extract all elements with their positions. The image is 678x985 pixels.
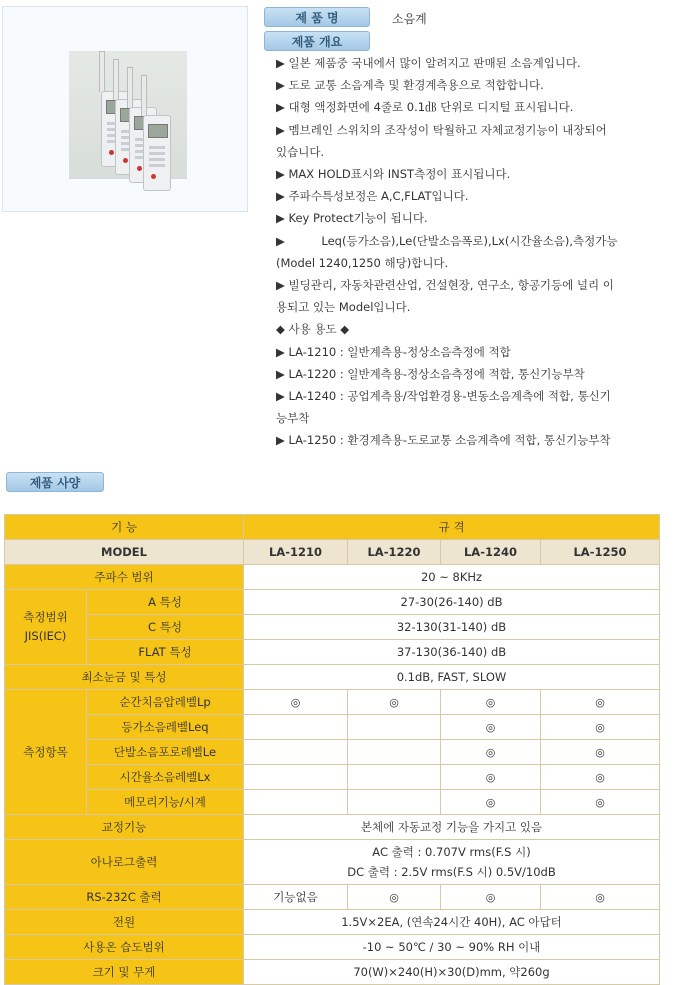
item-label: 순간치음압레벨Lp (87, 690, 244, 715)
spec-section-label: 제품 사양 (6, 472, 104, 492)
frequency-value: 20 ~ 8KHz (244, 565, 660, 590)
power-label: 전원 (5, 910, 244, 935)
description-line: ▶ 주파수특성보정은 A,C,FLAT입니다. (276, 189, 469, 204)
range-a-label: A 특성 (87, 590, 244, 615)
item-mark (348, 790, 441, 815)
table-row-item (5, 790, 660, 815)
model-name: LA-1250 (541, 540, 660, 565)
range-c-label: C 특성 (87, 615, 244, 640)
min-scale-label: 최소눈금 및 특성 (5, 665, 244, 690)
item-mark: ◎ (541, 690, 660, 715)
range-c-value: 32-130(31-140) dB (244, 615, 660, 640)
header-feature: 기 능 (5, 515, 244, 540)
range-flat-label: FLAT 특성 (87, 640, 244, 665)
analog-ac-output: AC 출력 : 0.707V rms(F.S 시) (372, 845, 531, 859)
table-row-size (5, 960, 660, 985)
size-label: 크기 및 무게 (5, 960, 244, 985)
item-mark (244, 715, 348, 740)
table-row-environment (5, 935, 660, 960)
item-mark: ◎ (541, 790, 660, 815)
description-line: ▶ LA-1250 : 환경계측용-도로교통 소음계측에 적합, 통신기능부착 (276, 433, 611, 448)
power-value: 1.5V×2EA, (연속24시간 40H), AC 아답터 (244, 910, 660, 935)
item-label: 시간율소음레벨Lx (87, 765, 244, 790)
model-name: LA-1220 (348, 540, 441, 565)
product-overview-label: 제품 개요 (264, 31, 370, 51)
item-label: 등가소음레벨Leq (87, 715, 244, 740)
description-line: ◆ 사용 용도 ◆ (276, 322, 350, 337)
environment-label: 사용온 습도범위 (5, 935, 244, 960)
analog-value (244, 840, 660, 885)
item-mark: ◎ (441, 715, 541, 740)
frequency-label: 주파수 범위 (5, 565, 244, 590)
rs232c-mark: ◎ (541, 885, 660, 910)
item-mark: ◎ (541, 765, 660, 790)
model-name: LA-1210 (244, 540, 348, 565)
rs232c-label: RS-232C 출력 (5, 885, 244, 910)
table-row-calibration (5, 815, 660, 840)
description-line: ▶ 빌딩관리, 자동차관련산업, 건설현장, 연구소, 항공기등에 널리 이 (276, 278, 614, 293)
description-line: ▶ 일본 제품중 국내에서 많이 알려지고 판매된 소음계입니다. (276, 56, 581, 70)
table-row-power (5, 910, 660, 935)
description-line: 용되고 있는 Model입니다. (276, 300, 411, 315)
item-mark (244, 765, 348, 790)
table-header-row (5, 515, 660, 540)
table-row-item (5, 715, 660, 740)
product-photo (69, 51, 187, 179)
product-photo-frame (2, 6, 248, 212)
product-name-value: 소음계 (392, 12, 427, 26)
header-spec: 규 격 (244, 515, 660, 540)
description-line: ▶ 멤브레인 스위치의 조작성이 탁월하고 자체교정기능이 내장되어 (276, 122, 607, 137)
item-mark: ◎ (441, 765, 541, 790)
environment-value: -10 ~ 50℃ / 30 ~ 90% RH 이내 (244, 935, 660, 960)
rs232c-mark: ◎ (441, 885, 541, 910)
item-mark: ◎ (541, 715, 660, 740)
item-mark (244, 790, 348, 815)
description-line: ▶ Leq(등가소음),Le(단발소음폭로),Lx(시간율소음),측정가능 (276, 233, 618, 248)
rs232c-mark: ◎ (348, 885, 441, 910)
description-line: 능부착 (276, 411, 310, 426)
description-line: ▶ 대형 액정화면에 4줄로 0.1㏈ 단위로 디지털 표시됩니다. (276, 100, 574, 115)
spec-table (4, 514, 660, 985)
description-line: ▶ LA-1220 : 일반계측용-정상소음측정에 적합, 통신기능부착 (276, 366, 585, 381)
calibration-label: 교정기능 (5, 815, 244, 840)
range-flat-value: 37-130(36-140) dB (244, 640, 660, 665)
item-mark (348, 715, 441, 740)
item-mark: ◎ (441, 740, 541, 765)
item-mark (348, 765, 441, 790)
product-description (276, 52, 652, 452)
item-mark: ◎ (348, 690, 441, 715)
table-row-model (5, 540, 660, 565)
items-group-label: 측정항목 (5, 690, 87, 815)
description-line: ▶ 도로 교통 소음계측 및 환경계측용으로 적합합니다. (276, 78, 544, 93)
description-line: ▶ MAX HOLD표시와 INST측정이 표시됩니다. (276, 167, 511, 182)
min-scale-value: 0.1dB, FAST, SLOW (244, 665, 660, 690)
item-mark: ◎ (541, 740, 660, 765)
calibration-value: 본체에 자동교정 기능을 가지고 있음 (244, 815, 660, 840)
item-mark: ◎ (441, 790, 541, 815)
item-label: 메모리기능/시계 (87, 790, 244, 815)
item-mark (244, 740, 348, 765)
description-line: 있습니다. (276, 144, 325, 159)
table-row-frequency (5, 565, 660, 590)
description-line: ▶ LA-1240 : 공업계측용/작업환경용-변동소음계측에 적합, 통신기 (276, 389, 611, 404)
table-row-item (5, 740, 660, 765)
analog-dc-output: DC 출력 : 2.5V rms(F.S 시) 0.5V/10dB (347, 865, 556, 879)
table-row-range-flat (5, 640, 660, 665)
item-mark: ◎ (441, 690, 541, 715)
table-row-range-a (5, 590, 660, 615)
size-value: 70(W)×240(H)×30(D)mm, 약260g (244, 960, 660, 985)
product-name-label: 제 품 명 (264, 7, 370, 27)
range-a-value: 27-30(26-140) dB (244, 590, 660, 615)
item-mark (348, 740, 441, 765)
table-row-item (5, 690, 660, 715)
table-row-rs232c (5, 885, 660, 910)
model-name: LA-1240 (441, 540, 541, 565)
table-row-min-scale (5, 665, 660, 690)
model-label: MODEL (5, 540, 244, 565)
rs232c-none: 기능없음 (244, 885, 348, 910)
table-row-analog (5, 840, 660, 885)
table-row-item (5, 765, 660, 790)
item-mark: ◎ (244, 690, 348, 715)
description-line: (Model 1240,1250 해당)합니다. (276, 255, 449, 270)
description-line: ▶ Key Protect기능이 됩니다. (276, 211, 428, 226)
table-row-range-c (5, 615, 660, 640)
range-group-label: 측정범위 JIS(IEC) (5, 590, 87, 665)
item-label: 단발소음포로레벨Le (87, 740, 244, 765)
description-line: ▶ LA-1210 : 일반계측용-정상소음측정에 적합 (276, 344, 511, 359)
analog-label: 아나로그출력 (5, 840, 244, 885)
